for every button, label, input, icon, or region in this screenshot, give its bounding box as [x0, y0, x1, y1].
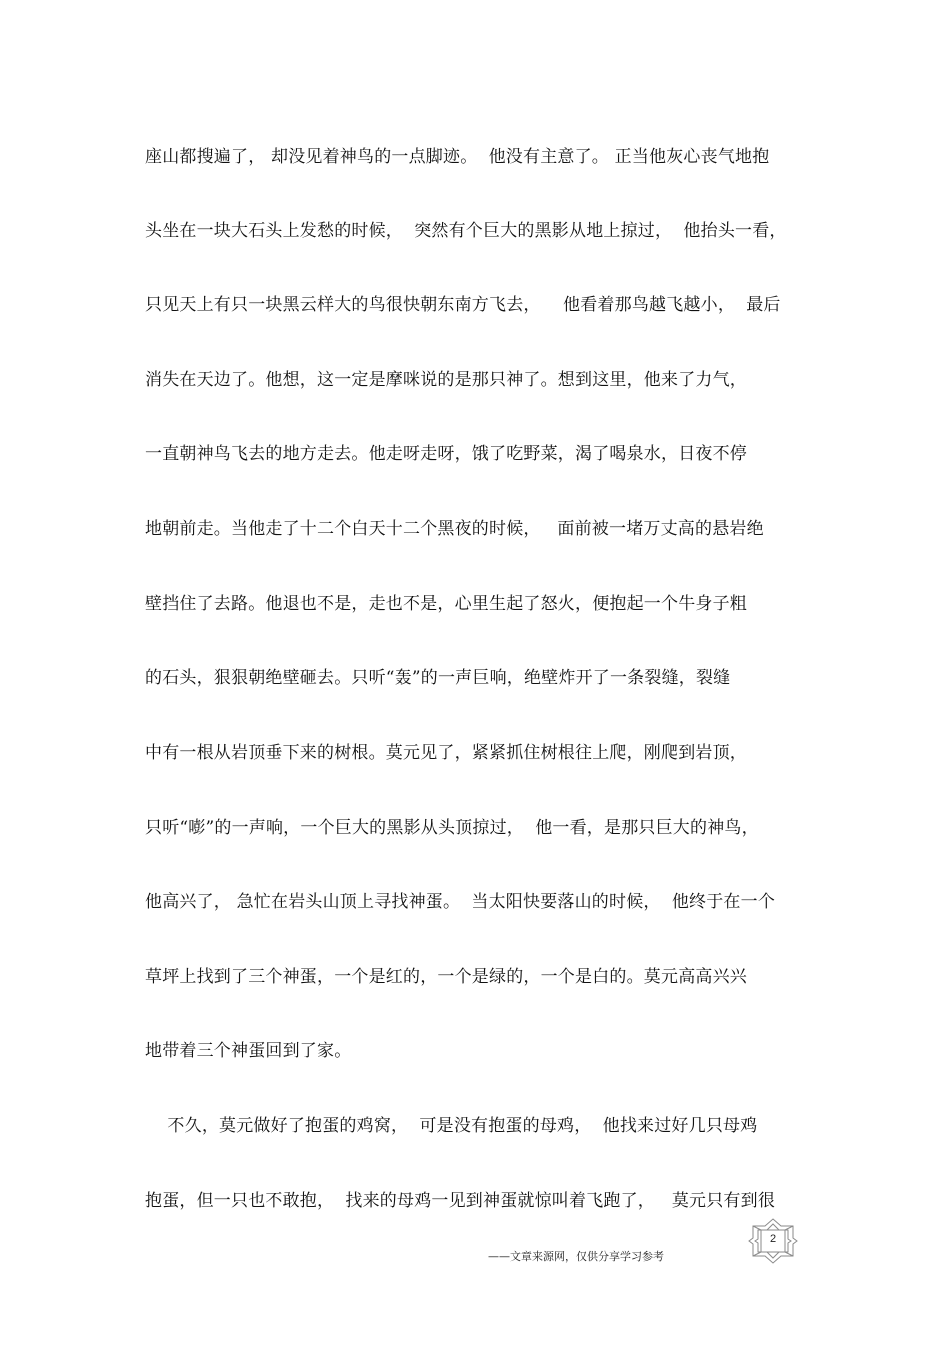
text-line: 只听“嘭”的一声响，一个巨大的黑影从头顶掠过， 他一看，是那只巨大的神鸟，	[145, 818, 759, 838]
text-line: 的石头，狠狠朝绝壁砸去。只听“轰”的一声巨响，绝壁炸开了一条裂缝，裂缝	[145, 668, 731, 688]
text-line: 不久，莫元做好了抱蛋的鸡窝， 可是没有抱蛋的母鸡， 他找来过好几只母鸡	[145, 1116, 758, 1136]
text-line: 抱蛋，但一只也不敢抱， 找来的母鸡一见到神蛋就惊叫着飞跑了， 莫元只有到很	[145, 1191, 776, 1211]
text-line: 地带着三个神蛋回到了家。	[145, 1041, 352, 1061]
page-number-badge	[748, 1218, 798, 1264]
text-line: 壁挡住了去路。他退也不是，走也不是，心里生起了怒火，便抱起一个牛身子粗	[145, 594, 747, 614]
text-line: 草坪上找到了三个神蛋，一个是红的，一个是绿的，一个是白的。莫元高高兴兴	[145, 967, 747, 987]
text-line: 头坐在一块大石头上发愁的时候， 突然有个巨大的黑影从地上掠过， 他抬头一看，	[145, 221, 787, 241]
text-line: 消失在天边了。他想，这一定是摩咪说的是那只神了。想到这里，他来了力气，	[145, 370, 747, 390]
text-line: 一直朝神鸟飞去的地方走去。他走呀走呀，饿了吃野菜，渴了喝泉水，日夜不停	[145, 444, 747, 464]
text-line: 座山都搜遍了， 却没见着神鸟的一点脚迹。 他没有主意了。 正当他灰心丧气地抱	[145, 147, 770, 167]
footer-source-note: ——文章来源网，仅供分享学习参考	[488, 1250, 664, 1263]
text-line: 只见天上有只一块黑云样大的鸟很快朝东南方飞去， 他看着那鸟越飞越小， 最后	[145, 295, 781, 315]
text-line: 他高兴了， 急忙在岩头山顶上寻找神蛋。 当太阳快要落山的时候， 他终于在一个	[145, 892, 776, 912]
text-line: 地朝前走。当他走了十二个白天十二个黑夜的时候， 面前被一堵万丈高的悬岩绝	[145, 519, 764, 539]
text-line: 中有一根从岩顶垂下来的树根。莫元见了，紧紧抓住树根往上爬，刚爬到岩顶，	[145, 743, 747, 763]
page-number: 2	[769, 1233, 777, 1245]
